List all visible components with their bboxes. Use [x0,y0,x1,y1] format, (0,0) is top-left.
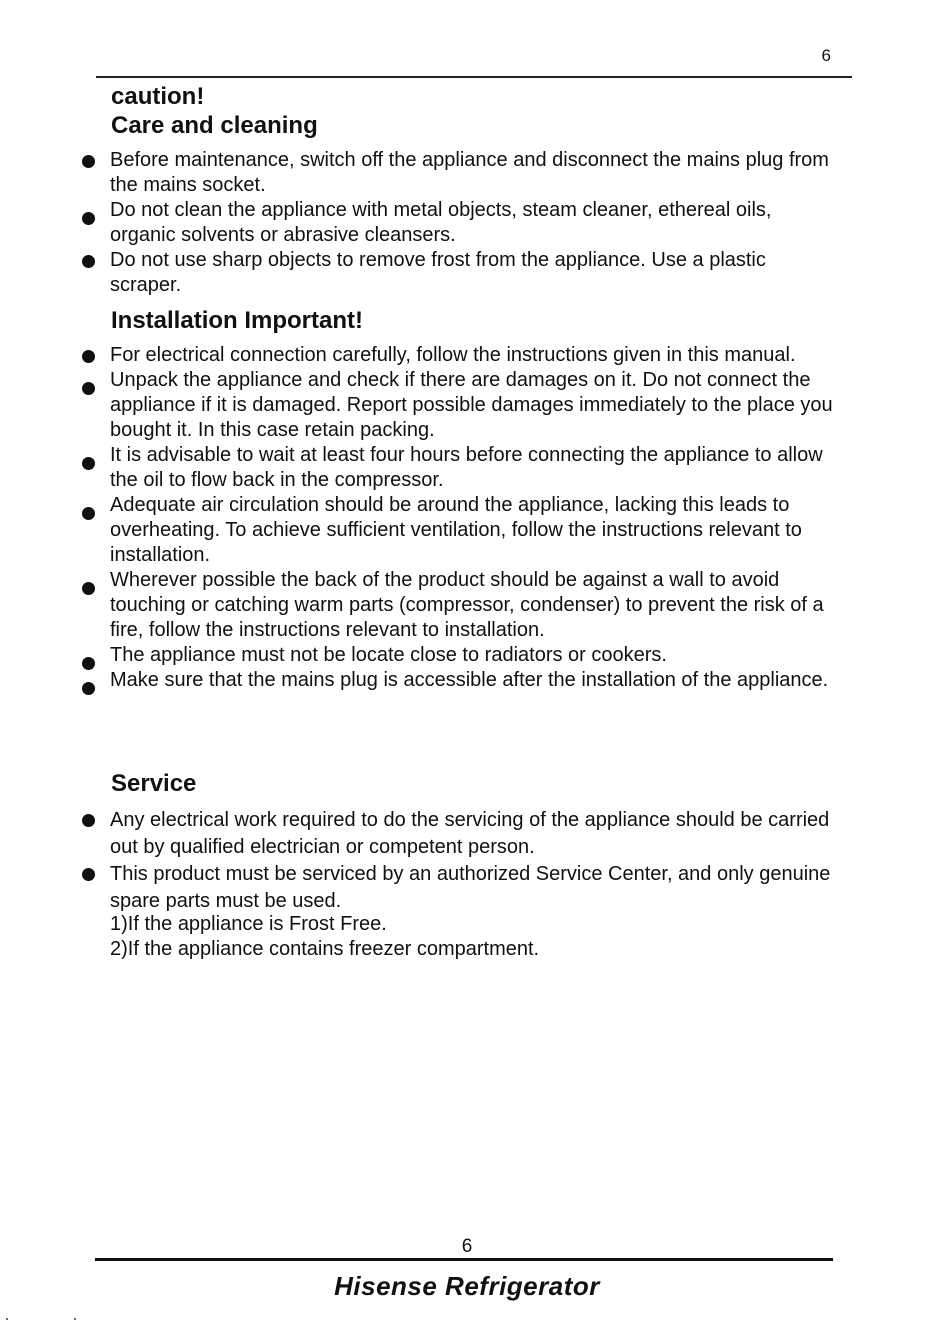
list-item-text: Unpack the appliance and check if there are damages on it. Do not connect the appliance if it is damaged. Report possible damages immediately to the place you bought it. In this case retain packing. [110,369,833,441]
list-item-text: This product must be serviced by an authorized Service Center, and only genuine spare parts must be used. [110,863,831,912]
list-item [80,643,840,668]
service-list [80,807,840,915]
bullet-icon [82,382,95,395]
list-item [80,198,840,248]
care-cleaning-list [80,148,840,298]
bullet-icon [82,350,95,363]
service-note-1: 1)If the appliance is Frost Free. [110,913,387,935]
corner-mark [74,1318,76,1320]
footer-divider [95,1258,833,1261]
list-item-text: Wherever possible the back of the product should be against a wall to avoid touching or catching warm parts (compressor, condenser) to prevent the risk of a fire, follow the instructions relevant to installation. [110,569,824,641]
bullet-icon [82,682,95,695]
list-item-text: Any electrical work required to do the servicing of the appliance should be carried out by qualified electrician or competent person. [110,809,830,858]
bullet-icon [82,814,95,827]
list-item [80,248,840,298]
service-heading: Service [111,770,197,797]
bullet-icon [82,255,95,268]
list-item-text: Make sure that the mains plug is accessible after the installation of the appliance. [110,669,829,691]
header-divider [96,76,852,78]
list-item [80,368,840,443]
list-item-text: Do not clean the appliance with metal objects, steam cleaner, ethereal oils, organic solvents or abrasive cleansers. [110,199,772,246]
list-item [80,443,840,493]
list-item-text: For electrical connection carefully, follow the instructions given in this manual. [110,344,796,366]
bullet-icon [82,212,95,225]
list-item-text: Before maintenance, switch off the appliance and disconnect the mains plug from the mains socket. [110,149,829,196]
list-item [80,807,840,861]
installation-list [80,343,840,693]
bullet-icon [82,457,95,470]
caution-heading: caution! [111,83,205,110]
installation-heading: Installation Important! [111,307,363,334]
list-item-text: Adequate air circulation should be around the appliance, lacking this leads to overheating. To achieve sufficient ventilation, follow the instructions relevant to installation. [110,494,802,566]
service-note-2: 2)If the appliance contains freezer compartment. [110,938,540,960]
list-item-text: It is advisable to wait at least four hours before connecting the appliance to allow the oil to flow back in the compressor. [110,444,823,491]
header-page-number: 6 [821,46,831,65]
brand-footer: Hisense Refrigerator [334,1271,600,1301]
care-cleaning-heading: Care and cleaning [111,112,318,139]
list-item [80,343,840,368]
list-item-text: The appliance must not be locate close to radiators or cookers. [110,644,667,666]
bullet-icon [82,155,95,168]
bullet-icon [82,868,95,881]
list-item-text: Do not use sharp objects to remove frost from the appliance. Use a plastic scraper. [110,249,766,296]
list-item [80,493,840,568]
bullet-icon [82,507,95,520]
corner-mark [6,1318,8,1320]
list-item [80,668,840,693]
bullet-icon [82,582,95,595]
list-item [80,568,840,643]
list-item [80,861,840,915]
footer-page-number: 6 [461,1236,473,1257]
list-item [80,148,840,198]
